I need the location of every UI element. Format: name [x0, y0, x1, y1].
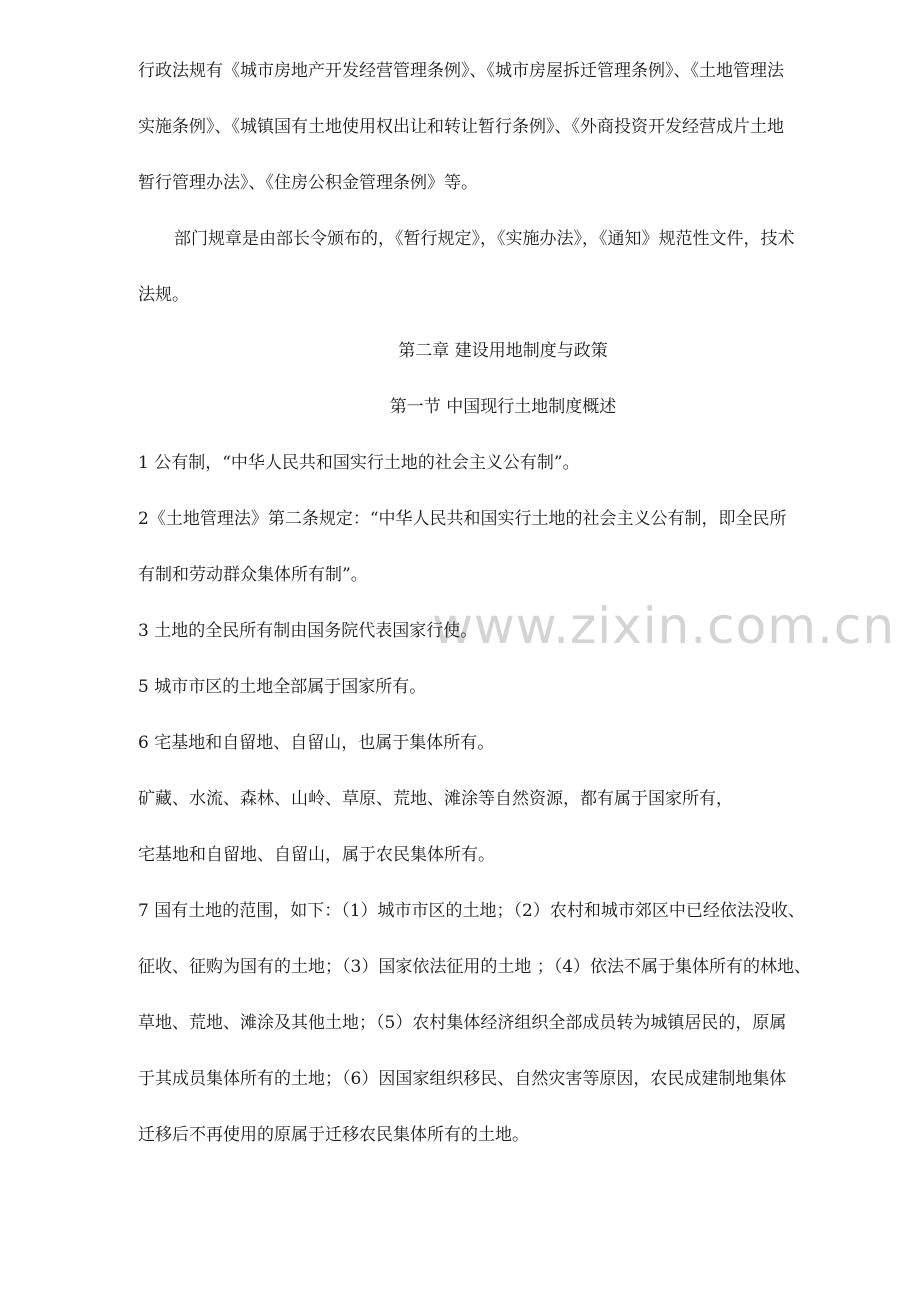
item-5: 5 城市市区的土地全部属于国家所有。 [138, 677, 427, 697]
item-2-line-1: 2《土地管理法》第二条规定：“中华人民共和国实行土地的社会主义公有制，即全民所 [138, 509, 787, 529]
item-7-line-2: 征收、征购为国有的土地；（3）国家依法征用的土地 ；（4）依法不属于集体所有的林地、 [138, 957, 812, 977]
item-1: 1 公有制，“中华人民共和国实行土地的社会主义公有制”。 [138, 453, 580, 473]
section-title: 第一节 中国现行土地制度概述 [389, 397, 617, 417]
item-7-line-3: 草地、荒地、滩涂及其他土地；（5）农村集体经济组织全部成员转为城镇居民的，原属 [138, 1013, 787, 1033]
rules-line-1: 部门规章是由部长令颁布的，《暂行规定》，《实施办法》，《通知》规范性文件，技术 [174, 229, 795, 249]
rules-line-2: 法规。 [138, 285, 189, 305]
note-1: 矿藏、水流、森林、山岭、草原、荒地、滩涂等自然资源，都有属于国家所有， [138, 789, 733, 809]
item-7-line-5: 迁移后不再使用的原属于迁移农民集体所有的土地。 [138, 1125, 529, 1145]
note-2: 宅基地和自留地、自留山，属于农民集体所有。 [138, 845, 495, 865]
item-3: 3 土地的全民所有制由国务院代表国家行使。 [138, 621, 478, 641]
chapter-title: 第二章 建设用地制度与政策 [398, 341, 608, 361]
item-2-line-2: 有制和劳动群众集体所有制”。 [138, 565, 368, 585]
watermark: www.zixin.com.cn [432, 597, 896, 655]
intro-line-3: 暂行管理办法》、《住房公积金管理条例》等。 [138, 173, 478, 193]
item-7-line-4: 于其成员集体所有的土地；（6）因国家组织移民、自然灾害等原因，农民成建制地集体 [138, 1069, 787, 1089]
item-6: 6 宅基地和自留地、自留山，也属于集体所有。 [138, 733, 495, 753]
intro-line-1: 行政法规有《城市房地产开发经营管理条例》、《城市房屋拆迁管理条例》、《土地管理法 [138, 61, 784, 81]
intro-line-2: 实施条例》、《城镇国有土地使用权出让和转让暂行条例》、《外商投资开发经营成片土地 [138, 117, 784, 137]
item-7-line-1: 7 国有土地的范围，如下：（1）城市市区的土地；（2）农村和城市郊区中已经依法没收、 [138, 901, 805, 921]
